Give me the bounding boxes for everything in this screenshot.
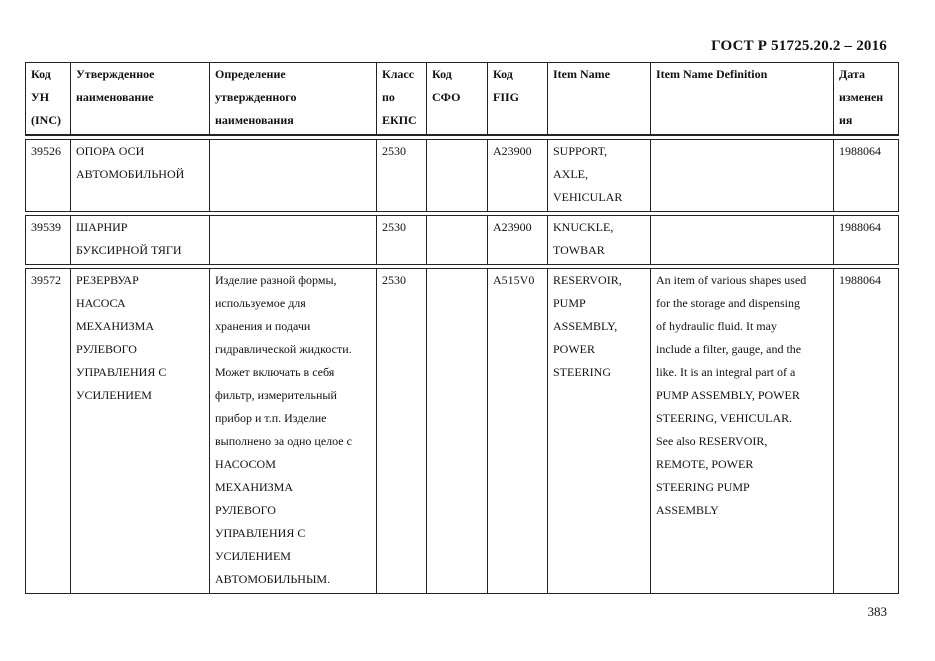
page-number: 383 [867, 604, 887, 619]
document-header: ГОСТ Р 51725.20.2 – 2016 [711, 38, 887, 54]
cell-definition: Изделие разной формы, используемое для хранения и подачи гидравлической жидкости. Может включать в себя фильтр, измерительный прибор и т.п. Изделие выполнено за одно целое с НАСОСОМ МЕХАНИЗМА РУЛЕВОГО УПРАВЛЕНИЯ С УСИЛЕНИЕМ АВТОМОБИЛЬНЫМ. [210, 269, 377, 594]
cell-item-name: KNUCKLE, TOWBAR [548, 216, 651, 265]
column-header-ekps-class: Класс по ЕКПС [377, 63, 427, 136]
cell-definition [210, 216, 377, 265]
column-header-approved-name: Утвержденное наименование [71, 63, 210, 136]
column-header-inc: Код УН (INC) [26, 63, 71, 136]
cell-change-date: 1988064 [834, 269, 899, 594]
column-header-item-name: Item Name [548, 63, 651, 136]
cell-change-date: 1988064 [834, 216, 899, 265]
cell-approved-name: ОПОРА ОСИ АВТОМОБИЛЬНОЙ [71, 140, 210, 212]
cell-fiig: A515V0 [488, 269, 548, 594]
column-header-fiig: Код FIIG [488, 63, 548, 136]
cell-item-name-definition [651, 216, 834, 265]
cell-ekps-class: 2530 [377, 140, 427, 212]
cell-fiig: A23900 [488, 216, 548, 265]
cell-inc: 39526 [26, 140, 71, 212]
table-header-row [26, 63, 899, 136]
cell-approved-name: РЕЗЕРВУАР НАСОСА МЕХАНИЗМА РУЛЕВОГО УПРАВЛЕНИЯ С УСИЛЕНИЕМ [71, 269, 210, 594]
table-row [26, 140, 899, 212]
cell-sfo [427, 140, 488, 212]
cell-item-name: SUPPORT, AXLE, VEHICULAR [548, 140, 651, 212]
table-row [26, 269, 899, 594]
cell-fiig: A23900 [488, 140, 548, 212]
cell-item-name-definition [651, 140, 834, 212]
column-header-change-date: Дата изменен ия [834, 63, 899, 136]
cell-ekps-class: 2530 [377, 216, 427, 265]
table-row [26, 216, 899, 265]
column-header-sfo: Код СФО [427, 63, 488, 136]
column-header-definition: Определение утвержденного наименования [210, 63, 377, 136]
cell-inc: 39539 [26, 216, 71, 265]
cell-definition [210, 140, 377, 212]
column-header-item-name-definition: Item Name Definition [651, 63, 834, 136]
cell-inc: 39572 [26, 269, 71, 594]
cell-sfo [427, 269, 488, 594]
registry-table [25, 62, 899, 594]
cell-sfo [427, 216, 488, 265]
cell-approved-name: ШАРНИР БУКСИРНОЙ ТЯГИ [71, 216, 210, 265]
cell-item-name: RESERVOIR, PUMP ASSEMBLY, POWER STEERING [548, 269, 651, 594]
cell-change-date: 1988064 [834, 140, 899, 212]
cell-ekps-class: 2530 [377, 269, 427, 594]
cell-item-name-definition: An item of various shapes used for the storage and dispensing of hydraulic fluid. It may include a filter, gauge, and the like. It is an integral part of a PUMP ASSEMBLY, POWER STEERING, VEHICULAR. See also RESERVOIR, REMOTE, POWER STEERING PUMP ASSEMBLY [651, 269, 834, 594]
